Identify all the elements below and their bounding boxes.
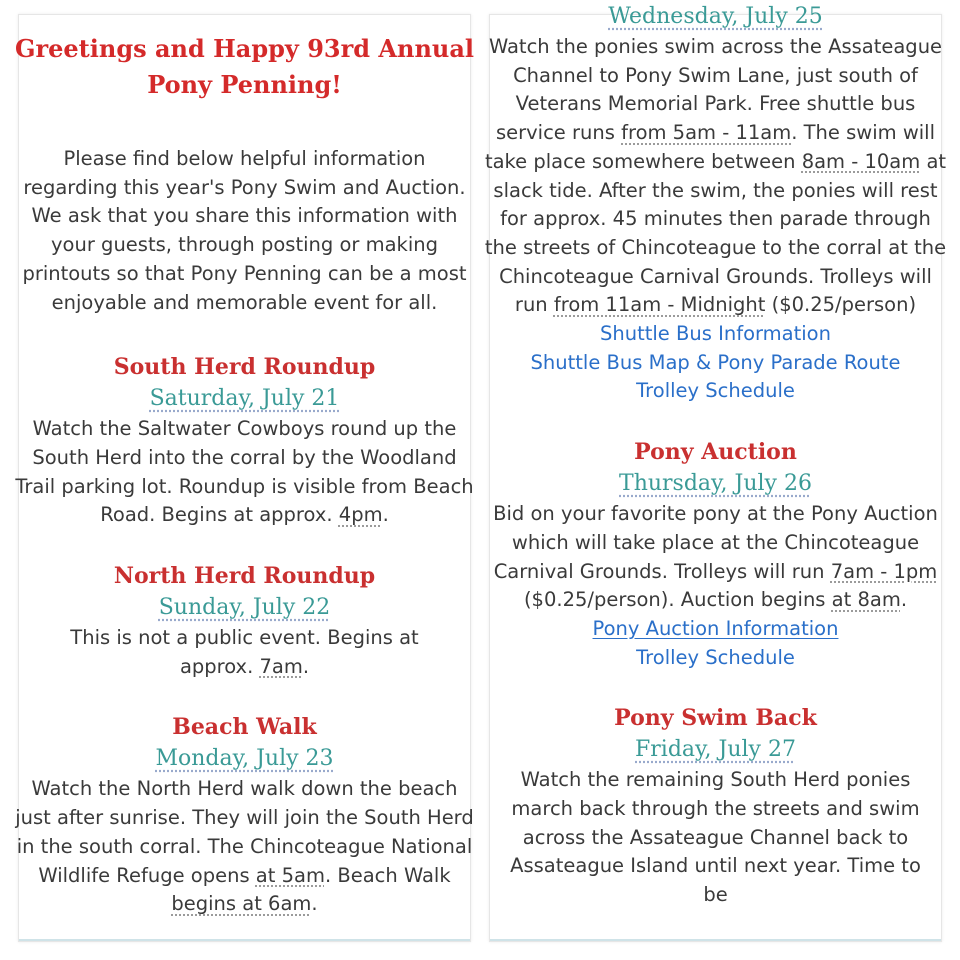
shuttle-bus-map-link[interactable]: Shuttle Bus Map & Pony Parade Route: [530, 350, 901, 374]
section-description: Watch the remaining South Herd ponies march back through the streets and swim across the Assateague Channel back to Assateague Island until next year. Time to be: [510, 768, 921, 907]
right-screenshot-panel: [484, 4, 947, 942]
right-content: [484, 1, 947, 910]
time-text: from 5am - 11am: [621, 121, 792, 145]
time-text: 4pm: [338, 503, 383, 527]
section-south-herd-roundup: [13, 351, 476, 530]
section-description: Watch the North Herd walk down the beach just after sunrise. They will join the South Herd in the south corral. The Chincoteague National Wildlife Refuge opens at 5am. Beach Walk begins at 6am.: [15, 777, 474, 916]
section-pony-auction: [484, 436, 947, 672]
section-description: Bid on your favorite pony at the Pony Auction which will take place at the Chincoteague Carnival Grounds. Trolleys will run 7am - 1pm ($0.25/person). Auction begins at 8am.: [493, 502, 938, 612]
section-title: Pony Auction: [634, 439, 797, 466]
trolley-schedule-link[interactable]: Trolley Schedule: [636, 379, 795, 403]
shuttle-bus-info-link[interactable]: Shuttle Bus Information: [600, 322, 831, 346]
panel-bottom-border: [490, 939, 941, 941]
pony-auction-info-link[interactable]: Pony Auction Information: [592, 616, 839, 640]
section-pony-swim-back: [484, 702, 947, 910]
section-title: Beach Walk: [172, 714, 317, 741]
section-description: Watch the ponies swim across the Assateague Channel to Pony Swim Lane, just south of Veterans Memorial Park. Free shuttle bus service runs from 5am - 11am. The swim will take place somewhere between 8am - 10am at slack tide. After the swim, the ponies will rest for approx. 45 minutes then parade through the streets of Chincoteague to the corral at the Chincoteague Carnival Grounds. Trolleys will run from 11am - Midnight ($0.25/person): [484, 35, 947, 317]
left-content: [13, 31, 476, 919]
left-screenshot-panel: [14, 14, 475, 942]
section-description: Watch the Saltwater Cowboys round up the South Herd into the corral by the Woodland Trail parking lot. Roundup is visible from Beach Road. Begins at approx. 4pm.: [15, 417, 474, 527]
section-date: Friday, July 27: [635, 737, 796, 763]
section-title: Pony Swim Back: [614, 705, 817, 732]
time-text: 7am: [259, 654, 303, 678]
section-date: Monday, July 23: [155, 746, 334, 772]
section-north-herd-roundup: [13, 560, 476, 681]
time-text: 8am - 10am: [801, 149, 921, 173]
time-text: 7am - 1pm: [830, 559, 938, 583]
time-text: from 11am - Midnight: [553, 293, 766, 317]
section-date: Sunday, July 22: [158, 595, 331, 621]
trolley-schedule-link[interactable]: Trolley Schedule: [636, 645, 795, 669]
time-text: at 8am: [831, 588, 901, 612]
greeting-heading: Greetings and Happy 93rd Annual Pony Penning!: [14, 34, 475, 99]
section-title: North Herd Roundup: [113, 563, 376, 590]
section-description: This is not a public event. Begins at approx. 7am.: [70, 626, 419, 678]
time-text: at 5am: [255, 863, 325, 887]
panel-bottom-border: [19, 939, 470, 941]
section-pony-swim: [484, 1, 947, 406]
section-date: Saturday, July 21: [149, 386, 340, 412]
section-date: Thursday, July 26: [619, 471, 812, 497]
intro-paragraph: Please find below helpful information regarding this year's Pony Swim and Auction. We ask that you share this information with your guests, through posting or making printouts so that Pony Penning can be a most enjoyable and memorable event for all.: [22, 147, 467, 314]
section-date: Wednesday, July 25: [608, 4, 823, 29]
section-beach-walk: [13, 711, 476, 919]
time-text: begins at 6am: [171, 892, 312, 916]
section-title: South Herd Roundup: [113, 354, 376, 381]
